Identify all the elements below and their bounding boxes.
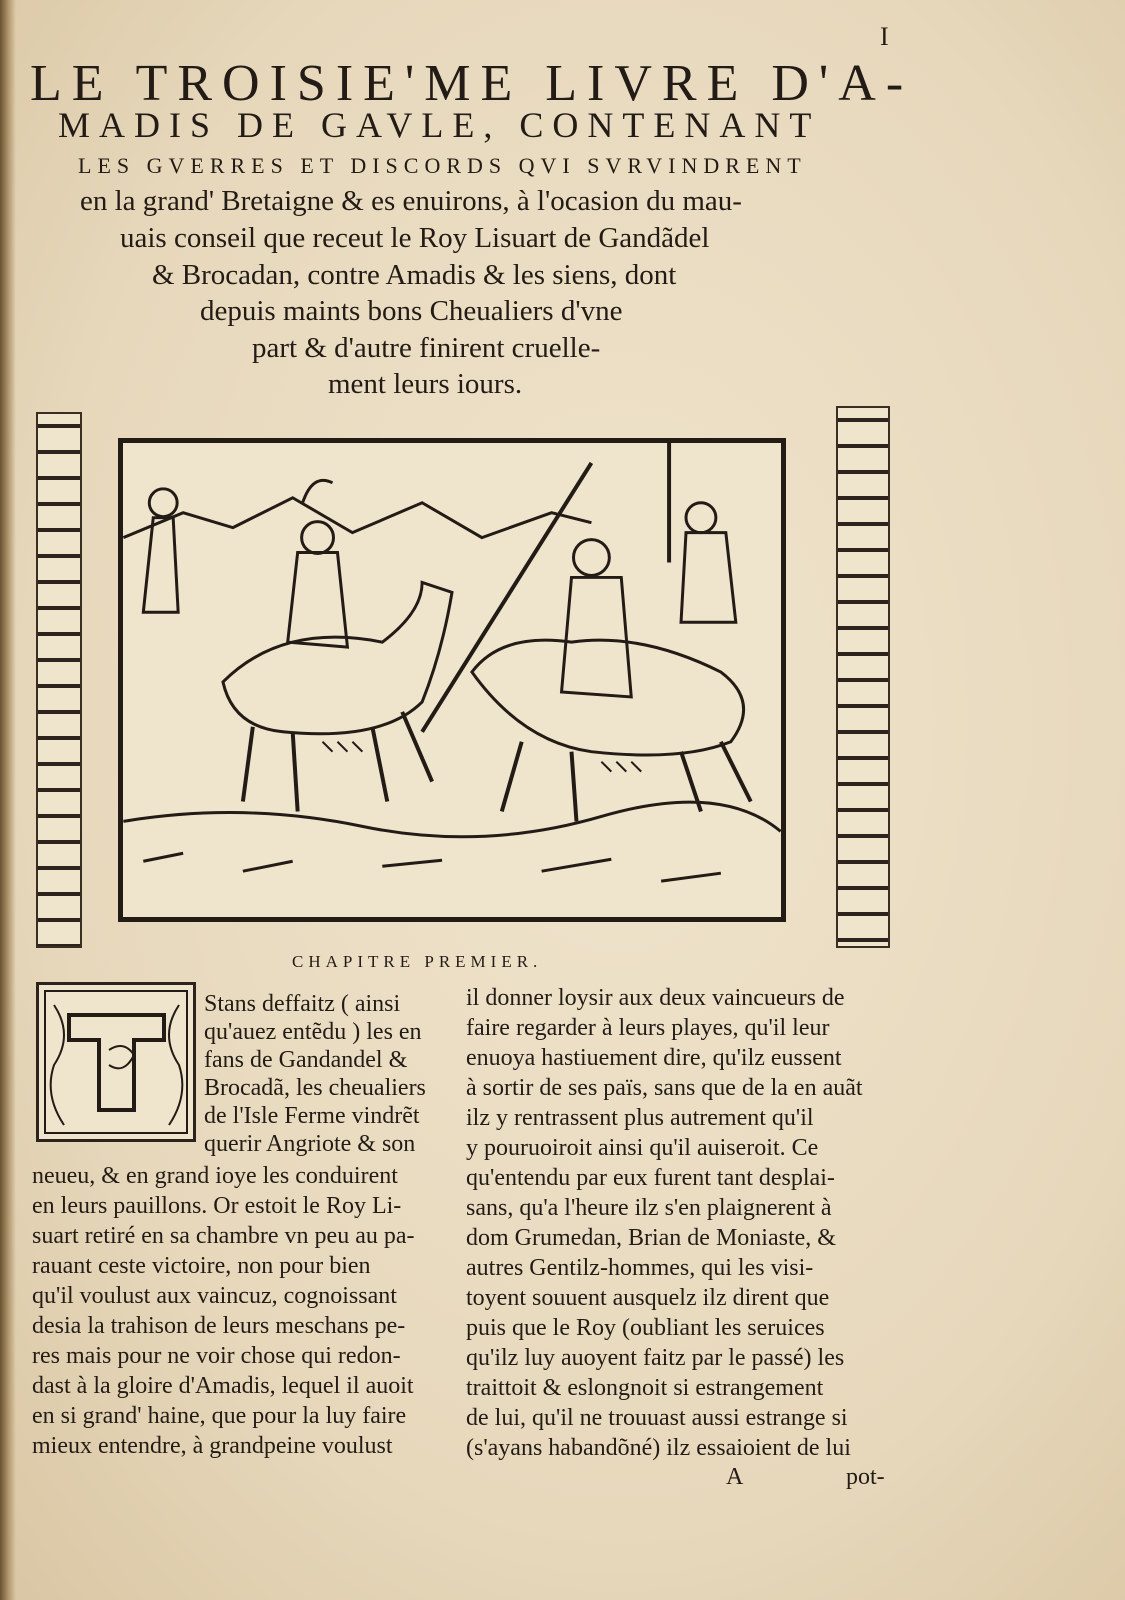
title-line-9: ment leurs iours. xyxy=(328,368,523,400)
right-column-line-13: qu'ilz luy auoyent faitz par le passé) les xyxy=(466,1345,845,1371)
right-column-line-12: puis que le Roy (oubliant les seruices xyxy=(466,1315,825,1341)
left-column-line-3: fans de Gandandel & xyxy=(204,1047,408,1073)
left-column-line-10: rauant ceste victoire, non pour bien xyxy=(32,1253,371,1279)
right-column-line-6: y pouruoiroit ainsi qu'il auiseroit. Ce xyxy=(466,1135,819,1161)
title-line-5: uais conseil que receut le Roy Lisuart de Gandãdel xyxy=(120,222,710,254)
right-column-line-7: qu'entendu par eux furent tant desplai- xyxy=(466,1165,835,1191)
title-line-4: en la grand' Bretaigne & es enuirons, à l'ocasion du mau- xyxy=(80,185,742,217)
left-column-line-13: res mais pour ne voir chose qui redon- xyxy=(32,1343,401,1369)
decorated-initial-letter xyxy=(36,982,196,1142)
left-column-line-2: qu'auez entẽdu ) les en xyxy=(204,1019,422,1045)
right-column-line-8: sans, qu'a l'heure ilz s'en plaignerent à xyxy=(466,1195,832,1221)
left-column-line-14: dast à la gloire d'Amadis, lequel il auoit xyxy=(32,1373,414,1399)
right-column-line-11: toyent souuent ausquelz ilz dirent que xyxy=(466,1285,830,1311)
page-gutter-shadow xyxy=(0,0,16,1600)
right-column-line-5: ilz y rentrassent plus autrement qu'il xyxy=(466,1105,814,1131)
woodcut-illustration-jousting-knights xyxy=(118,438,786,922)
left-column-line-16: mieux entendre, à grandpeine voulust xyxy=(32,1433,393,1459)
left-column-line-1: Stans deffaitz ( ainsi xyxy=(204,991,401,1017)
woodcut-drawing xyxy=(123,443,781,917)
right-column-line-14: traittoit & eslongnoit si estrangement xyxy=(466,1375,824,1401)
left-column-line-7: neueu, & en grand ioye les conduirent xyxy=(32,1163,398,1189)
folio-number: I xyxy=(880,22,889,51)
title-line-8: part & d'autre finirent cruelle- xyxy=(252,332,601,364)
left-column-line-9: suart retiré en sa chambre vn peu au pa- xyxy=(32,1223,415,1249)
title-line-3: LES GVERRES ET DISCORDS QVI SVRVINDRENT xyxy=(78,153,807,178)
left-column-line-4: Brocadã, les cheualiers xyxy=(204,1075,426,1101)
title-line-7: depuis maints bons Cheualiers d'vne xyxy=(200,295,623,327)
title-line-6: & Brocadan, contre Amadis & les siens, dont xyxy=(152,259,677,291)
left-column-line-12: desia la trahison de leurs meschans pe- xyxy=(32,1313,406,1339)
left-column-line-11: qu'il voulust aux vaincuz, cognoissant xyxy=(32,1283,397,1309)
decorated-initial-drawing xyxy=(39,985,193,1139)
left-column-line-6: querir Angriote & son xyxy=(204,1131,416,1157)
right-column-line-3: enuoya hastiuement dire, qu'ilz eussent xyxy=(466,1045,842,1071)
right-column-line-10: autres Gentilz-hommes, qui les visi- xyxy=(466,1255,814,1281)
catchword: pot- xyxy=(846,1464,885,1490)
ornamental-border-right xyxy=(836,406,890,948)
right-column-line-4: à sortir de ses païs, sans que de la en auãt xyxy=(466,1075,863,1101)
left-column-line-15: en si grand' haine, que pour la luy faire xyxy=(32,1403,407,1429)
title-line-1: LE TROISIE'ME LIVRE D'A- xyxy=(30,55,914,112)
chapter-heading: CHAPITRE PREMIER. xyxy=(292,952,543,971)
title-line-2: MADIS DE GAVLE, CONTENANT xyxy=(58,105,821,145)
right-column-line-2: faire regarder à leurs playes, qu'il leur xyxy=(466,1015,830,1041)
left-column-line-5: de l'Isle Ferme vindrẽt xyxy=(204,1103,420,1129)
signature-mark: A xyxy=(726,1464,744,1490)
right-column-line-1: il donner loysir aux deux vaincueurs de xyxy=(466,985,845,1011)
left-column-line-8: en leurs pauillons. Or estoit le Roy Li- xyxy=(32,1193,402,1219)
right-column-line-16: (s'ayans habandõné) ilz essaioient de lui xyxy=(466,1435,851,1461)
right-column-line-9: dom Grumedan, Brian de Moniaste, & xyxy=(466,1225,836,1251)
ornamental-border-left xyxy=(36,412,82,948)
right-column-line-15: de lui, qu'il ne trouuast aussi estrange si xyxy=(466,1405,848,1431)
